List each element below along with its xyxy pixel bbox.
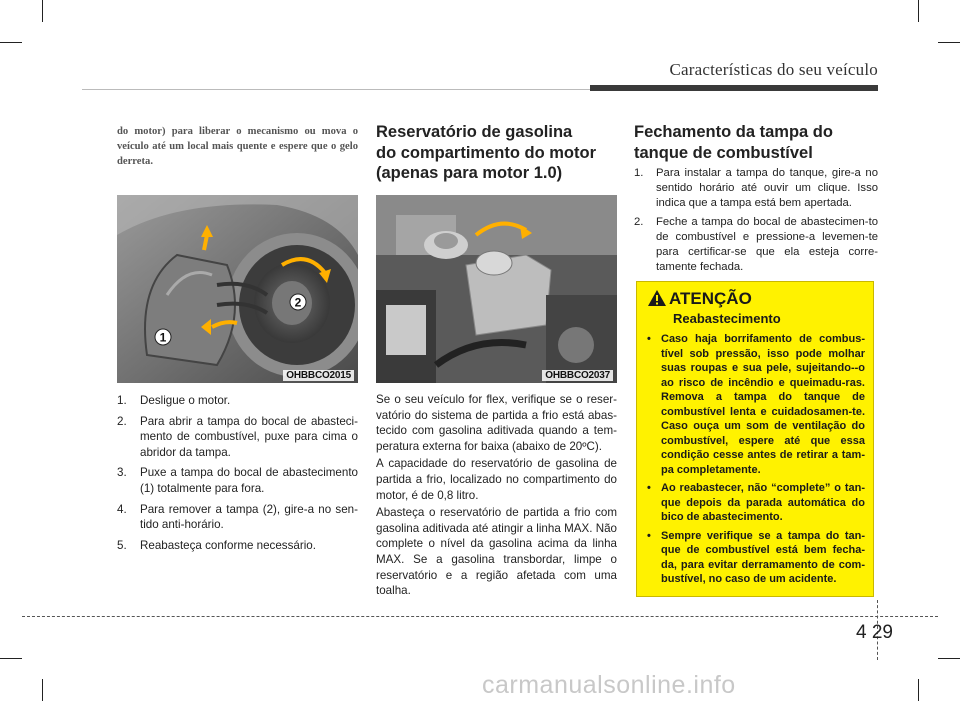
page-header-title: Características do seu veículo [669,60,878,79]
header-bar [590,85,878,91]
fuel-cap-photo [117,195,358,383]
opening-steps [117,393,358,558]
watermark: carmanualsonline.info [482,671,736,699]
warning-box [636,281,874,597]
step-text: Para abrir a tampa do bocal de abasteci-mento de combustível, puxe para cima o abridor da tampa. [140,414,358,459]
intro-text: do motor) para liberar o mecanismo ou mova o veículo até um local mais quente e espere que o gelo derreta. [117,126,358,167]
warning-title: ATENÇÃO [669,289,752,308]
callout-1: 1 [159,330,167,345]
step-number: 3. [117,466,127,480]
warning-subtitle: Reabastecimento [673,311,781,326]
title-line: do compartimento do motor [376,143,596,162]
paragraph: Abasteça o reservatório de partida a frio com gasolina aditivada até atingir a linha MAX. Não complete o nível da gasolina acima da linha MAX. Se a gasolina transbordar, limpe o reservatório e a região afetada com uma toalha. [376,506,617,598]
crop-mark [0,658,22,659]
crop-mark [918,679,919,701]
step-text: Para remover a tampa (2), gire-a no sen-tido anti-horário. [140,502,358,532]
step-number: 1. [117,394,127,407]
callout-2: 2 [294,295,302,310]
warning-bullet [647,332,865,477]
bullet-dot: • [647,333,651,345]
paragraph: Se o seu veículo for flex, verifique se o reser-vatório do sistema de partida a frio está abas-tecido com gasolina aditivada quando a tem-peratura externa for baixa (abaixo de 20ºC). [376,393,617,453]
step-text: Puxe a tampa do bocal de abastecimento (1) totalmente para fora. [140,466,358,495]
step-number: 2. [634,215,644,228]
crop-mark [42,679,43,701]
title-line: Reservatório de gasolina [376,123,573,141]
step-item [634,215,878,276]
step-number: 4. [117,502,127,516]
reservoir-body [376,392,617,601]
warning-bullet [647,529,865,587]
step-text: Desligue o motor. [140,394,231,407]
header-rule [82,89,590,90]
title-line: tanque de combustível [634,143,813,162]
step-number: 2. [117,414,127,428]
bullet-dot: • [647,529,651,542]
photo-code: OHBBCO2015 [283,370,354,381]
section-title-fechamento [634,122,879,163]
closing-steps [634,166,878,280]
step-text: Reabasteça conforme necessário. [140,538,316,552]
engine-bay-illustration [376,195,617,383]
title-line: (apenas para motor 1.0) [376,164,563,182]
crop-mark [938,42,960,43]
crop-mark [918,0,919,22]
section-title-reservatorio [376,122,621,184]
warning-triangle-icon [647,289,667,307]
warning-text: Caso haja borrifamento de combus-tível sob pressão, isso pode molhar suas roupas e sua pele, sujeitando--o ao risco de incêndio e queimadu-ras. Remova a tampa do tanque de combustível lenta e cuidadosamen-te. Caso ouça um som de ventilação do combustível, espere até que essa condição cesse antes de retirar a tam-pa completamente. [661,333,865,476]
step-text: Para instalar a tampa do tanque, gire-a no sentido horário até ouvir um clique. Isso indica que a tampa está bem apertada. [656,167,878,210]
engine-reservoir-photo [376,195,617,383]
paragraph: A capacidade do reservatório de gasolina de partida a frio, localizado no compartimento do motor, é de 0,8 litro. [376,457,617,502]
step-item [117,465,358,496]
step-text: Feche a tampa do bocal de abastecimen-to de combustível e pressione-a levemen-te para certificar-se que ela esteja corre-tamente fechada. [656,215,878,274]
step-item [117,414,358,461]
step-item [117,502,358,533]
photo-code: OHBBCO2037 [542,370,613,381]
step-item [117,538,358,554]
step-item [634,166,878,212]
warning-text: Sempre verifique se a tampa do tan-que de combustível está bem fecha-da, para evitar derramamento de com-bustível, no caso de um acidente. [661,529,865,585]
crop-mark [938,658,960,659]
crop-mark [42,0,43,22]
fuel-cap-illustration [117,195,358,383]
step-number: 5. [117,538,127,552]
page-number: 4 29 [856,622,893,643]
warning-list [647,332,865,591]
step-number: 1. [634,167,644,179]
footer-dashed-rule [22,616,938,617]
title-line: Fechamento da tampa do [634,123,833,141]
crop-mark [0,42,22,43]
warning-bullet [647,481,865,525]
step-item [117,393,358,409]
warning-text: Ao reabastecer, não “complete” o tan-que depois da parada automática do bico de abastecimento. [661,482,865,523]
bullet-dot: • [647,482,651,494]
